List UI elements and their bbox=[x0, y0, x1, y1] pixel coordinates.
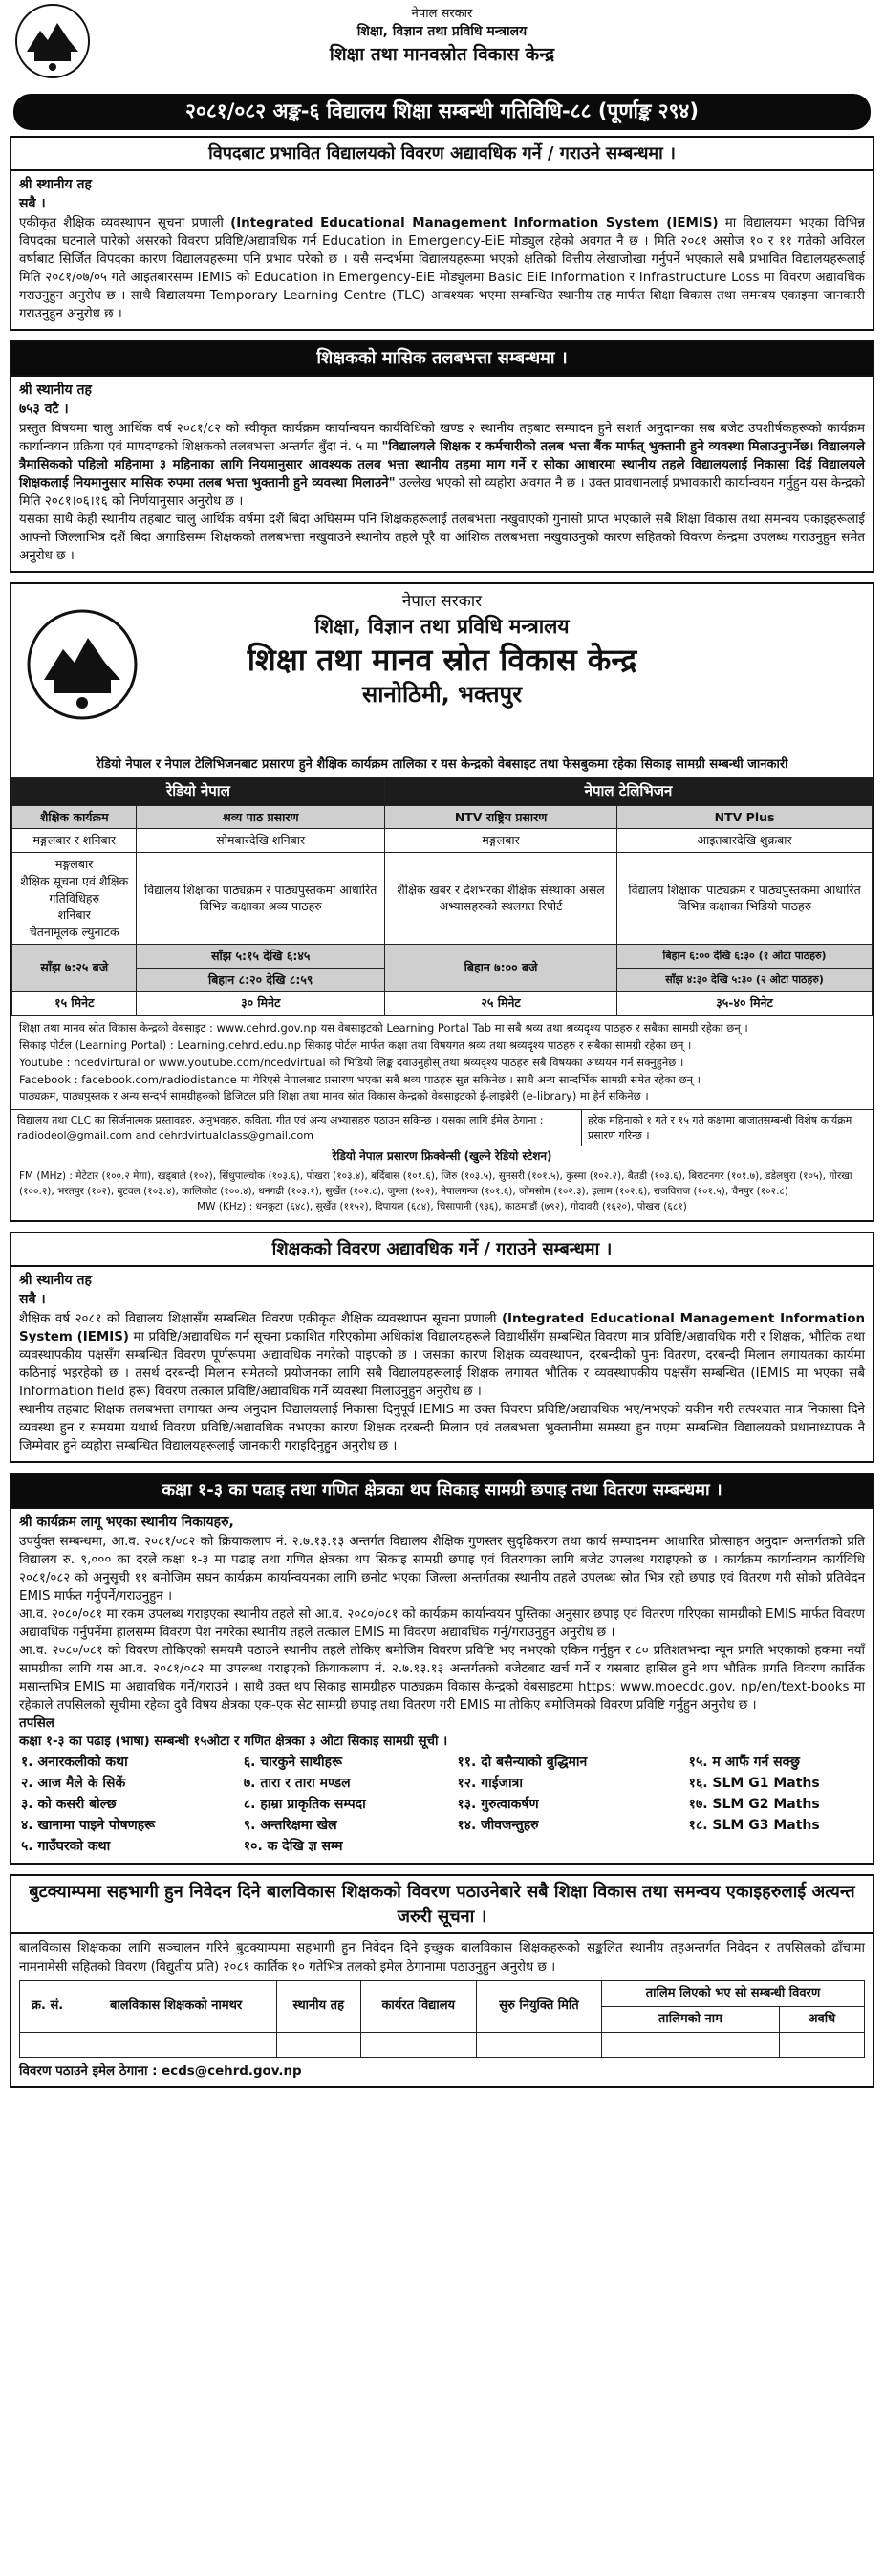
bootcamp-form-table bbox=[19, 1980, 865, 2059]
list-item: १३. गुरुत्वाकर्षण bbox=[457, 1796, 539, 1812]
headline-bar: २०८१/०८२ अङ्क-६ विद्यालय शिक्षा सम्बन्धी गतिविधि-८८ (पूर्णाङ्क २९४) bbox=[13, 94, 871, 130]
list-item: १५. म आफैं गर्न सक्छु bbox=[688, 1755, 800, 1770]
notice-body bbox=[11, 1267, 873, 1461]
notice-title: शिक्षकको विवरण अद्यावधिक गर्ने / गराउने सम्बन्धमा । bbox=[11, 1233, 873, 1268]
list-item: १४. जीवजन्तुहरु bbox=[457, 1817, 539, 1833]
ministry-label: शिक्षा, विज्ञान तथा प्रविधि मन्त्रालय bbox=[356, 24, 528, 40]
broadcast-time: बिहान ७:०० बजे bbox=[384, 944, 616, 992]
email-line bbox=[19, 2063, 865, 2081]
center-name: शिक्षा तथा मानवस्रोत विकास केन्द्र bbox=[329, 44, 555, 66]
list-item: ६. चारकुने साथीहरू bbox=[243, 1755, 342, 1770]
text-span: मा विद्यालयमा भएका विभिन्न विपदका घटनाले पारेको असरको विवरण प्रविष्टि/अद्यावधिक गर्न Education in Emergency-EiE मोड्युल रहेको अवगत नै छ । मिति २०८१ असोज १० र ११ गतेको अविरल वर्षाबाट सिर्जित विपदका कारण विद्यालयहरूमा पनि प्रभाव परेको छ । यसै सन्दर्भमा विद्यालयहरूमा भएको क्षतिको वित्तीय लेखाजोखा गर्नुपर्ने भएकाले सबै प्रभावित विद्यालयहरूलाई मिति २०८१/०७/०५ गते आइतबारसम्म IEMIS को Education in Emergency-EiE मोड्युलमा Basic EiE Information र Infrastructure Loss मा विवरण अद्यावधिक गराउनुहुन अनुरोध छ । साथै विद्यालयमा Temporary Learning Centre (TLC) आवश्यक भएमा सम्बन्धित स्थानीय तह मार्फत शिक्षा विकास तथा समन्वय एकाइमा जानकारी गराउनुहुन अनुरोध छ । bbox=[19, 216, 865, 322]
tapasil-label: तपसिल bbox=[19, 1715, 54, 1731]
masthead bbox=[10, 0, 874, 92]
table-row bbox=[20, 2033, 865, 2058]
notice-paragraph: उपर्युक्त सम्बन्धमा, आ.व. २०८१/०८२ को क्रियाकलाप नं. २.७.१३.१३ अन्तर्गत विद्यालय शैक्षिक गुणस्तर सुदृढिकरण तथा कार्य सम्पादनमा आधारित प्रोत्साहन अनुदान अन्तर्गतको प्रति विद्यालय रु. ९,००० का दरले कक्षा १-३ मा पढाइ तथा गणित क्षेत्रका थप सिकाइ सामग्री छपाइ एवं वितरणका लागि बजेट उपलब्ध गराइएको छ । कार्यक्रम कार्यान्वयन कार्यविधि २०८१/०८२ को अनुसूची ११ बमोजिम सघन कार्यक्रम कार्यान्वयनका लागि छनोट भएका जिल्ला अन्तर्गतका स्थानीय तहले उपलब्ध स्रोत भित्र रही छपाइ एवं वितरण गरी सोको प्रतिवेदन EMIS मार्फत गर्नुपर्ने/गराउनुहुन । bbox=[19, 1534, 865, 1604]
table-row bbox=[12, 992, 873, 1015]
text-span: शैक्षिक वर्ष २०८१ को विद्यालय शिक्षासँग सम्बन्धित विवरण एकीकृत शैक्षिक व्यवस्थापन सूचना प्रणाली bbox=[19, 1311, 497, 1326]
notice-learning-materials bbox=[10, 1473, 874, 1865]
text-span: एकीकृत शैक्षिक व्यवस्थापन सूचना प्रणाली bbox=[19, 216, 224, 231]
column-header: तालिमको नाम bbox=[602, 2006, 780, 2032]
text-span: प्रस्तुत विषयमा चालु आर्थिक वर्ष २०८१/८२ को स्वीकृत कार्यक्रम कार्यान्वयन कार्यविधिको खण्ड २ स्थानीय तहबाट सम्पादन हुने सशर्त अनुदानका सब बजेट उपशीर्षकहरूको कार्यक्रम कार्यान्वयन प्रक्रिया एवं मापदण्डको शिक्षकको तलबभत्ता अन्तर्गत बुँदा नं. ५ मा bbox=[19, 421, 865, 454]
notice-paragraph: आ.व. २०८०/०८१ मा रकम उपलब्ध गराइएका स्थानीय तहले सो आ.व. २०८०/०८१ को कार्यक्रम कार्यान्वयन पुस्तिका अनुसार छपाइ एवं वितरण गरिएका सामग्रीको EMIS मार्फत विवरण अद्यावधिक गर्नुपर्नेमा हालसम्म विवरण पेश नगरेका स्थानीय तहले तत्काल EMIS मा विवरण अद्यावधिक गर्नु/गराउनुहुन अनुरोध छ । bbox=[19, 1606, 865, 1640]
table-row bbox=[12, 944, 873, 968]
table-row bbox=[12, 829, 873, 853]
addressee: श्री स्थानीय तह bbox=[19, 382, 92, 398]
text-span: मा प्रविष्टि/अद्यावधिक गर्न सूचना प्रकाशित गरिएकोमा अधिकांश विद्यालयहरूले विद्यार्थीसँग सम्बन्धित विवरण मात्र प्रविष्टि/अद्यावधिक गरी र शिक्षक, भौतिक तथा व्यवस्थापकीय पक्षसँग सम्बन्धित विवरण पूर्णरूपमा अद्यावधिक नगरेको पाइएको छ । जसका कारण शिक्षक व्यवस्थापन, दरबन्दीको पुनः वितरण, दरबन्दी मिलान लगायतका कार्यमा कठिनाई भइरहेको छ । तसर्थ दरबन्दी मिलान समेतको प्रयोजनका लागि सबै विद्यालयहरूलाई शिक्षक लगायत भौतिक र व्यवस्थापकीय पक्षसँग सम्बन्धित (IEMIS मा भएका सबै Information field हरू) विवरण तत्काल प्रविष्टि/अद्यावधिक गर्ने व्यवस्था मिलाउनुहुन अनुरोध छ । bbox=[19, 1329, 865, 1400]
column-header: सुरु नियुक्ति मिति bbox=[476, 1980, 601, 2033]
notice-body bbox=[11, 377, 873, 571]
column-header: शैक्षिक कार्यक्रम bbox=[12, 805, 137, 829]
frequency-list bbox=[11, 1167, 873, 1219]
column-header: अवधि bbox=[779, 2006, 864, 2032]
list-item: १. अनारकलीको कथा bbox=[21, 1755, 128, 1770]
table-row bbox=[12, 853, 873, 945]
list-item bbox=[455, 1837, 686, 1858]
broadcast-header bbox=[11, 584, 873, 754]
email-label: विवरण पठाउने इमेल ठेगाना : bbox=[19, 2064, 158, 2080]
notice-title: विपदबाट प्रभावित विद्यालयको विवरण अद्यावधिक गर्ने / गराउने सम्बन्धमा । bbox=[11, 138, 873, 172]
list-item: १२. गाईजात्रा bbox=[457, 1775, 523, 1791]
radio-nepal-header: रेडियो नेपाल bbox=[12, 778, 385, 805]
empty-cell bbox=[602, 2033, 780, 2058]
notice-teacher-salary bbox=[10, 340, 874, 573]
column-header: श्रव्य पाठ प्रसारण bbox=[137, 805, 385, 829]
mw-frequencies: MW (KHz) : धनकुटा (६४८), सुर्खेत (११५२), दिपायल (६८४), चिसापानी (९३६), काठमाडौं (७९२), गोदावरी (१६२०), पोखरा (६८१) bbox=[197, 1200, 687, 1212]
resource-line: शिक्षा तथा मानव स्रोत विकास केन्द्रको वेबसाइट : www.cehrd.gov.np यस वेबसाइटको Learning Portal Tab मा सबै श्रव्य तथा श्रव्यदृश्य पाठहरु र सबैका सामग्री रहेका छन् । bbox=[19, 1021, 748, 1036]
column-header: NTV राष्ट्रिय प्रसारण bbox=[384, 805, 616, 829]
empty-cell bbox=[75, 2033, 277, 2058]
frequency-title: रेडियो नेपाल प्रसारण फ्रिक्वेन्सी (खुल्ने रेडियो स्टेशन) bbox=[11, 1146, 873, 1167]
notice-title: शिक्षकको मासिक तलबभत्ता सम्बन्धमा । bbox=[11, 342, 873, 377]
bold-span: (Integrated Educational Management Information System (IEMIS) bbox=[230, 216, 719, 231]
notice-paragraph: बालविकास शिक्षकका लागि सञ्चालन गरिने बुटक्याम्पमा सहभागी हुन निवेदन दिने इच्छुक बालविकास शिक्षकहरूको सङ्कलित स्थानीय तहअन्तर्गत निवेदन र तपसिलको ढाँचामा नामनामेसी सहितको विवरण (विद्युतीय प्रति) २०८१ कार्तिक १० गतेभित्र तलको इमेल ठेगानामा पठाउनुहुन अनुरोध छ । bbox=[19, 1941, 865, 1975]
table-row bbox=[20, 1980, 865, 2006]
program-content: विद्यालय शिक्षाका पाठ्यक्रम र पाठ्यपुस्तकमा आधारित विभिन्न कक्षाका भिडियो पाठहरु bbox=[617, 853, 873, 945]
nepal-emblem-icon bbox=[25, 607, 140, 722]
schedule-days: मङ्गलबार bbox=[384, 829, 616, 853]
special-program-text: हरेक महिनाको १ गते र १५ गते कक्षामा बाजातसम्बन्धी विशेष कार्यक्रम प्रसारण गरिन्छ । bbox=[588, 1114, 852, 1142]
resource-line: पाठ्यक्रम, पाठ्यपुस्तक र अन्य सन्दर्भ सामग्रीहरुको डिजिटल प्रति शिक्षा तथा मानव स्रोत विकास केन्द्रको वेबसाइटको ई-लाइब्रेरी (e-library) मा हेर्न सकिनेछ । bbox=[19, 1089, 649, 1103]
program-duration: ३५-४० मिनेट bbox=[617, 992, 873, 1015]
notice-bootcamp bbox=[10, 1874, 874, 2088]
broadcast-time: बिहान ८:२० देखि ८:५९ bbox=[137, 968, 385, 992]
notice-disaster-schools bbox=[10, 136, 874, 331]
notice-paragraph bbox=[19, 214, 865, 323]
addressee-sub: ७५३ वटै । bbox=[19, 401, 69, 417]
center-name: शिक्षा तथा मानव स्रोत विकास केन्द्र bbox=[247, 641, 637, 678]
notice-body bbox=[11, 171, 873, 329]
bold-span: (Integrated Educational Management Information System (IEMIS) bbox=[19, 1311, 865, 1344]
submission-text: विद्यालय तथा CLC का सिर्जनात्मक प्रस्तावहरु, अनुभवहरु, कविता, गीत एवं अन्य अभ्यासहरु पठाउन सकिन्छ । यसका लागि ईमेल ठेगाना : radiodeol@gmail.com and cehrdvirtualclass@gmail.com bbox=[11, 1110, 582, 1146]
text-span: उल्लेख भएको सो व्यहोरा अवगत नै छ । उक्त प्रावधानलाई प्रभावकारी कार्यान्वयन गर्नुहुन यस केन्द्रको मिति २०८१।०६।१६ को निर्णयानुसार अनुरोध छ । bbox=[19, 475, 865, 509]
program-content: शैक्षिक खबर र देशभरका शैक्षिक संस्थाका असल अभ्यासहरुको स्थलगत रिपोर्ट bbox=[384, 853, 616, 945]
program-duration: २५ मिनेट bbox=[384, 992, 616, 1015]
list-item: ५. गाउँघरको कथा bbox=[21, 1838, 111, 1854]
email-address[interactable]: ecds@cehrd.gov.np bbox=[162, 2064, 302, 2080]
notice-body bbox=[11, 1934, 873, 2086]
nepal-emblem-icon bbox=[13, 2, 92, 80]
ntv-header: नेपाल टेलिभिजन bbox=[384, 778, 872, 805]
list-item: ११. दो बसैन्याको बुद्धिमान bbox=[457, 1755, 588, 1770]
ministry-label: शिक्षा, विज्ञान तथा प्रविधि मन्त्रालय bbox=[314, 614, 570, 638]
resource-line: सिकाइ पोर्टल (Learning Portal) : Learning.cehrd.edu.np सिकाइ पोर्टल मार्फत कक्षा तथा विषयगत श्रव्य तथा श्रव्यदृश्य पाठहरु र सबैका सामग्री रहेका छन् । bbox=[19, 1037, 692, 1052]
notice-paragraph bbox=[19, 420, 865, 511]
notice-teacher-details bbox=[10, 1232, 874, 1464]
list-item: ७. तारा र तारा मण्डल bbox=[243, 1775, 351, 1791]
program-content: विद्यालय शिक्षाका पाठ्यक्रम र पाठ्यपुस्तकमा आधारित विभिन्न कक्षाका श्रव्य पाठहरु bbox=[137, 853, 385, 945]
broadcast-time: बिहान ६:०० देखि ६:३० (१ ओटा पाठहरु) bbox=[617, 944, 873, 968]
addressee: श्री कार्यक्रम लागू भएका स्थानीय निकायहरु, bbox=[19, 1514, 234, 1530]
schedule-days: सोमबारदेखि शनिबार bbox=[137, 829, 385, 853]
column-header: NTV Plus bbox=[617, 805, 873, 829]
addressee-sub: सबै । bbox=[19, 196, 46, 212]
broadcast-time: साँझ ५:१५ देखि ६:४५ bbox=[137, 944, 385, 968]
empty-cell bbox=[476, 2033, 601, 2058]
list-item: ४. खानामा पाइने पोषणहरू bbox=[21, 1817, 156, 1833]
notice-paragraph: स्थानीय तहबाट शिक्षक तलबभत्ता लगायत अन्य अनुदान विद्यालयलाई निकासा दिनुपूर्व IEMIS मा उक्त विवरण प्रविष्टि/अद्यावधिक भए/नभएको यकीन गरी तत्पश्चात मात्र निकासा दिने व्यवस्था हुन र समयमा यथार्थ विवरण प्रविष्टि/अद्यावधिक नभएका कारण शिक्षक दरबन्दी मिलान एवं तलबभत्ता भुक्तानीमा समस्या हुन गएमा सम्बन्धित विद्यालयको प्रधानाध्यापक नै जिम्मेवार हुने व्यहोरा सम्बन्धित विद्यालयहरूलाई जानकारी गराइदिनुहुन अनुरोध छ । bbox=[19, 1403, 865, 1454]
material-list bbox=[19, 1753, 865, 1857]
column-header: कार्यरत विद्यालय bbox=[360, 1980, 476, 2033]
notice-paragraph: आ.व. २०८०/०८१ को विवरण तोकिएको समयमै पठाउने स्थानीय तहले तोकिए बमोजिम विवरण प्रविष्टि भए नभएको एकिन गर्नुहुन र ८० प्रतिशतभन्दा न्यून प्रगति भएकाको हकमा नयाँ सामग्रीका लागि यस आ.व. २०८१/०८२ मा उपलब्ध गराइएको क्रियाकलाप नं. २.७.१३.१३ अन्तर्गतको बजेटबाट खर्च गर्ने र यसबाट हासिल हुने थप भौतिक प्रगति विवरण कार्तिक मसान्तभित्र EMIS मा अद्यावधिक गर्ने/गराउने । साथै उक्त थप सिकाइ सामग्रीहरु पाठ्यक्रम विकास केन्द्रको वेबसाइटमा https: www.moecdc.gov. np/en/text-books मा रहेकाले तपसिलको सूचीमा रहेका दुवै विषय क्षेत्रका एक-एक सेट सामग्री छपाइ तथा वितरण गरी EMIS मा तोकिए बमोजिमको विवरण प्रविष्टि गर्नुहुन अनुरोध छ । bbox=[19, 1643, 865, 1713]
material-list-title: कक्षा १-३ का पढाइ (भाषा) सम्बन्धी १५ओटा र गणित क्षेत्रका ३ ओटा सिकाइ सामग्री सूची । bbox=[19, 1734, 448, 1749]
schedule-days: मङ्गलबार र शनिबार bbox=[12, 829, 137, 853]
empty-cell bbox=[779, 2033, 864, 2058]
addressee-sub: सबै । bbox=[19, 1292, 46, 1308]
empty-cell bbox=[360, 2033, 476, 2058]
online-resources bbox=[11, 1015, 873, 1109]
column-header: बालविकास शिक्षकको नामथर bbox=[75, 1980, 277, 2033]
bold-span: "विद्यालयले शिक्षक र कर्मचारीको तलब भत्ता बैंक मार्फत् भुक्तानी हुने व्यवस्था मिलाउनुपर्नेछ। विद्यालयले त्रैमासिकको पहिलो महिनामा ३ महिनाका लागि नियमानुसार आवश्यक तलब भत्ता स्थानीय तहमा माग गर्ने र सोका आधारमा स्थानीय तहले विद्यालयलाई निकासा दिई विद्यालयले शिक्षकलाई नियमानुसार मासिक रुपमा तलब भत्ता भुक्तानी हुने व्यवस्था मिलाउने" bbox=[19, 439, 865, 491]
list-item: १०. क देखि ज्ञ सम्म bbox=[243, 1838, 343, 1854]
gov-label: नेपाल सरकार bbox=[411, 7, 473, 21]
empty-cell bbox=[276, 2033, 360, 2058]
addressee: श्री स्थानीय तह bbox=[19, 1273, 92, 1289]
resource-line: Youtube : ncedvirtural or www.youtube.com/ncedvirtual को भिडियो लिङ्क दवाउनुहोस् तथा श्रव्यदृश्य पाठहरु सबै विषयका अध्ययन गर्न सक्नुहुनेछ । bbox=[19, 1055, 684, 1069]
program-duration: ३० मिनेट bbox=[137, 992, 385, 1015]
list-item bbox=[687, 1837, 865, 1858]
notice-paragraph: यसका साथै केही स्थानीय तहबाट चालु आर्थिक वर्षमा दशैं बिदा अघिसम्म पनि शिक्षकहरूलाई तलबभत्ता नखुवाएको गुनासो प्राप्त भएकाले सबै शिक्षा विकास तथा समन्वय एकाइहरूलाई आफ्नो जिल्लाभित्र दशैं बिदा अगाडिसम्म शिक्षकको तलबभत्ता नखुवाउने स्थानीय तहले पूरै वा आंशिक तलबभत्ता नखुवाउनुको कारण सहितको विवरण केन्द्रमा उपलब्ध गराउनुहुन समेत अनुरोध छ । bbox=[19, 512, 865, 563]
broadcast-description: रेडियो नेपाल र नेपाल टेलिभिजनबाट प्रसारण हुने शैक्षिक कार्यक्रम तालिका र यस केन्द्रको वेबसाइट तथा फेसबुकमा रहेका सिकाइ सामग्री सम्बन्धी जानकारी bbox=[96, 756, 788, 772]
column-header: क्र. सं. bbox=[20, 1980, 75, 2033]
notice-body bbox=[11, 1509, 873, 1864]
broadcast-time: साँझ ४:३० देखि ५:३० (२ ओटा पाठहरु) bbox=[617, 968, 873, 992]
gov-label: नेपाल सरकार bbox=[401, 591, 483, 611]
list-item: ३. को कसरी बोल्छ bbox=[21, 1796, 117, 1812]
notice-title: बुटक्याम्पमा सहभागी हुन निवेदन दिने बालविकास शिक्षकको विवरण पठाउनेबारे सबै शिक्षा विकास तथा समन्वय एकाइहरुलाई अत्यन्त जरुरी सूचना । bbox=[11, 1876, 873, 1934]
program-content: मङ्गलबार शैक्षिक सूचना एवं शैक्षिक गतिविधिहरु शनिबार चेतनामूलक ल्युनाटक bbox=[12, 853, 137, 945]
schedule-days: आइतबारदेखि शुक्रबार bbox=[617, 829, 873, 853]
list-item: १८. SLM G3 Maths bbox=[688, 1817, 820, 1833]
broadcast-time: साँझ ७:२५ बजे bbox=[12, 944, 137, 992]
addressee: श्री स्थानीय तह bbox=[19, 177, 92, 193]
broadcast-schedule-box bbox=[10, 582, 874, 1222]
column-header: तालिम लिएको भए सो सम्बन्धी विवरण bbox=[602, 1980, 865, 2006]
list-item: १७. SLM G2 Maths bbox=[688, 1796, 820, 1812]
list-item: ९. अन्तरिक्षमा खेल bbox=[243, 1817, 337, 1833]
broadcast-table bbox=[11, 777, 873, 1015]
program-duration: १५ मिनेट bbox=[12, 992, 137, 1015]
fm-frequencies: FM (MHz) : मेटेटार (१००.२ मेगा), खड्बाले (१०२), सिंधुपाल्चोक (१०३.६), पोखरा (१०३.४), बर्दिबास (१०१.६), जिरु (१०३.५), सुनसरी (१०१.५), कुस्मा (१०२.२), बैतडी (१०३.६), बिराटनगर (१०१.७), डडेलधुरा (१०५), गोरखा (१००.२), भरतपुर (१०२), बुटवल (१०३.४), कालिकोट (१००.४), धनगढी (१०३.१), सुर्खेत (१०२.८), जुम्ला (१०२), नेपालगन्ज (१०१.६), जोमसोम (१०२.३), इलाम (१०२.६), राजविराज (१०१.५), चैनपुर (१०२.८) bbox=[19, 1170, 852, 1198]
notice-paragraph bbox=[19, 1310, 865, 1401]
list-item: २. आज मैले के सिकें bbox=[21, 1775, 126, 1791]
table-row bbox=[12, 805, 873, 829]
list-item: ८. हाम्रा प्राकृतिक सम्पदा bbox=[243, 1796, 366, 1812]
column-header: स्थानीय तह bbox=[276, 1980, 360, 2033]
notice-title: कक्षा १-३ का पढाइ तथा गणित क्षेत्रका थप सिकाइ सामग्री छपाइ तथा वितरण सम्बन्धमा । bbox=[11, 1474, 873, 1509]
center-location: सानोठिमी, भक्तपुर bbox=[361, 681, 523, 709]
table-row bbox=[12, 778, 873, 805]
resource-line: Facebook : facebook.com/radiodistance मा गेरिएसे नेपालबाट प्रसारण भएका सबै श्रव्य पाठहरु सुन्न सकिनेछ । साथै अन्य सान्दर्भिक सामग्री समेत रहेका छन् । bbox=[19, 1072, 701, 1086]
list-item: १६. SLM G1 Maths bbox=[688, 1775, 820, 1791]
empty-cell bbox=[20, 2033, 75, 2058]
submission-note bbox=[11, 1109, 873, 1146]
